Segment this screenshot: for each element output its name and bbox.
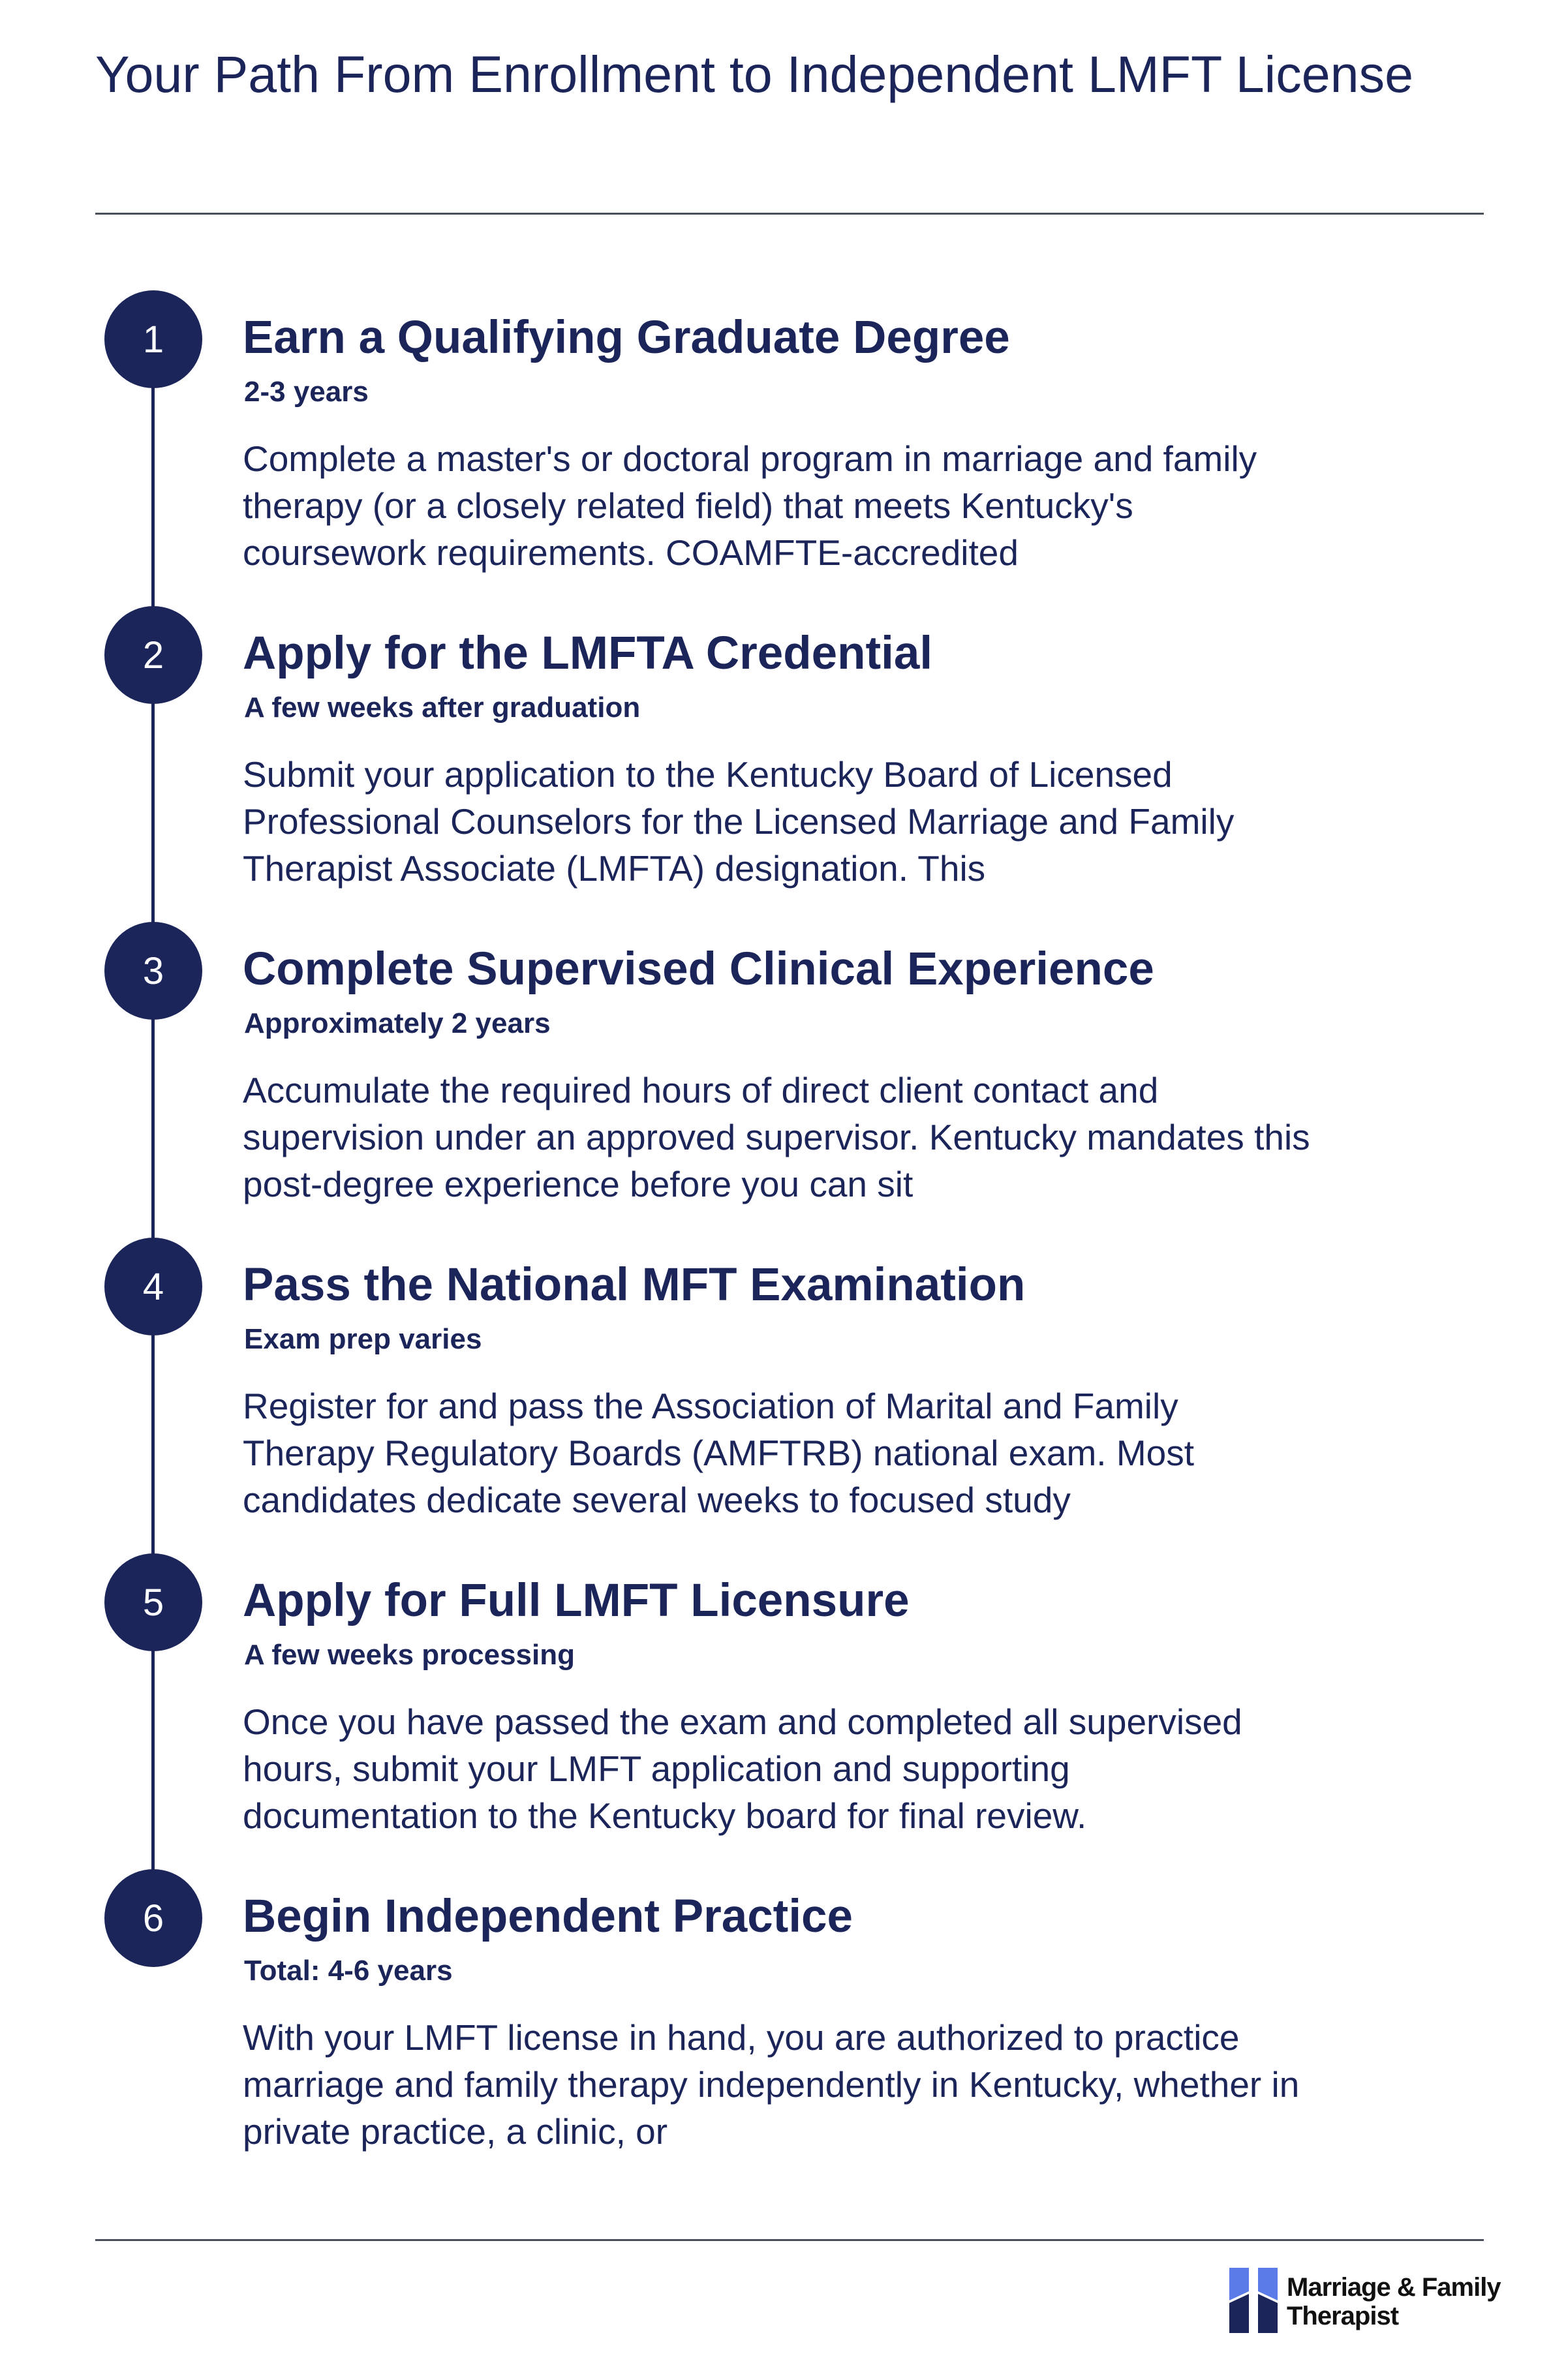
footer-divider — [95, 2239, 1484, 2241]
logo-wordmark — [1287, 2273, 1501, 2330]
step-number-badge: 4 — [104, 1238, 202, 1335]
logo-line-1: Marriage & Family — [1287, 2273, 1501, 2302]
step-title: Pass the National MFT Examination — [243, 1259, 1026, 1311]
step-title: Earn a Qualifying Graduate Degree — [243, 312, 1010, 363]
step-title: Begin Independent Practice — [243, 1891, 853, 1942]
step-title: Apply for Full LMFT Licensure — [243, 1575, 910, 1626]
step-title: Complete Supervised Clinical Experience — [243, 943, 1154, 995]
logo-mark-icon — [1227, 2265, 1280, 2336]
step-description: With your LMFT license in hand, you are authorized to practice marriage and family therapy independently in Kentucky, whether in private practice, a clinic, or — [243, 2017, 1300, 2152]
step-duration: 2-3 years — [244, 376, 369, 408]
step-duration: Approximately 2 years — [244, 1007, 551, 1039]
step-duration: Total: 4-6 years — [244, 1955, 453, 1987]
step-duration: Exam prep varies — [244, 1323, 482, 1355]
step-description: Complete a master's or doctoral program in marriage and family therapy (or a closely related field) that meets Kentucky's coursework requirements. COAMFTE-accredited — [243, 438, 1257, 573]
step-duration: A few weeks after graduation — [244, 692, 641, 724]
step-number-badge: 3 — [104, 922, 202, 1020]
step-duration: A few weeks processing — [244, 1639, 576, 1671]
step-number-badge: 5 — [104, 1553, 202, 1651]
step-description: Accumulate the required hours of direct client contact and supervision under an approved supervisor. Kentucky mandates this post-degree experience before you can sit — [243, 1070, 1310, 1204]
step-number-badge: 6 — [104, 1869, 202, 1967]
timeline-line — [151, 339, 155, 1918]
step-number-badge: 2 — [104, 606, 202, 704]
brand-logo — [1227, 2264, 1501, 2342]
step-description: Register for and pass the Association of Marital and Family Therapy Regulatory Boards (AMFTRB) national exam. Most candidates dedicate several weeks to focused study — [243, 1386, 1195, 1520]
step-title: Apply for the LMFTA Credential — [243, 628, 933, 679]
step-description: Submit your application to the Kentucky Board of Licensed Professional Counselors for the Licensed Marriage and Family Therapist Associate (LMFTA) designation. This — [243, 754, 1235, 889]
logo-line-2: Therapist — [1287, 2302, 1399, 2330]
step-number-badge: 1 — [104, 290, 202, 388]
header-divider — [95, 213, 1484, 215]
page-title: Your Path From Enrollment to Independent LMFT License — [95, 45, 1414, 103]
step-description: Once you have passed the exam and completed all supervised hours, submit your LMFT application and supporting documentation to the Kentucky board for final review. — [243, 1701, 1242, 1836]
